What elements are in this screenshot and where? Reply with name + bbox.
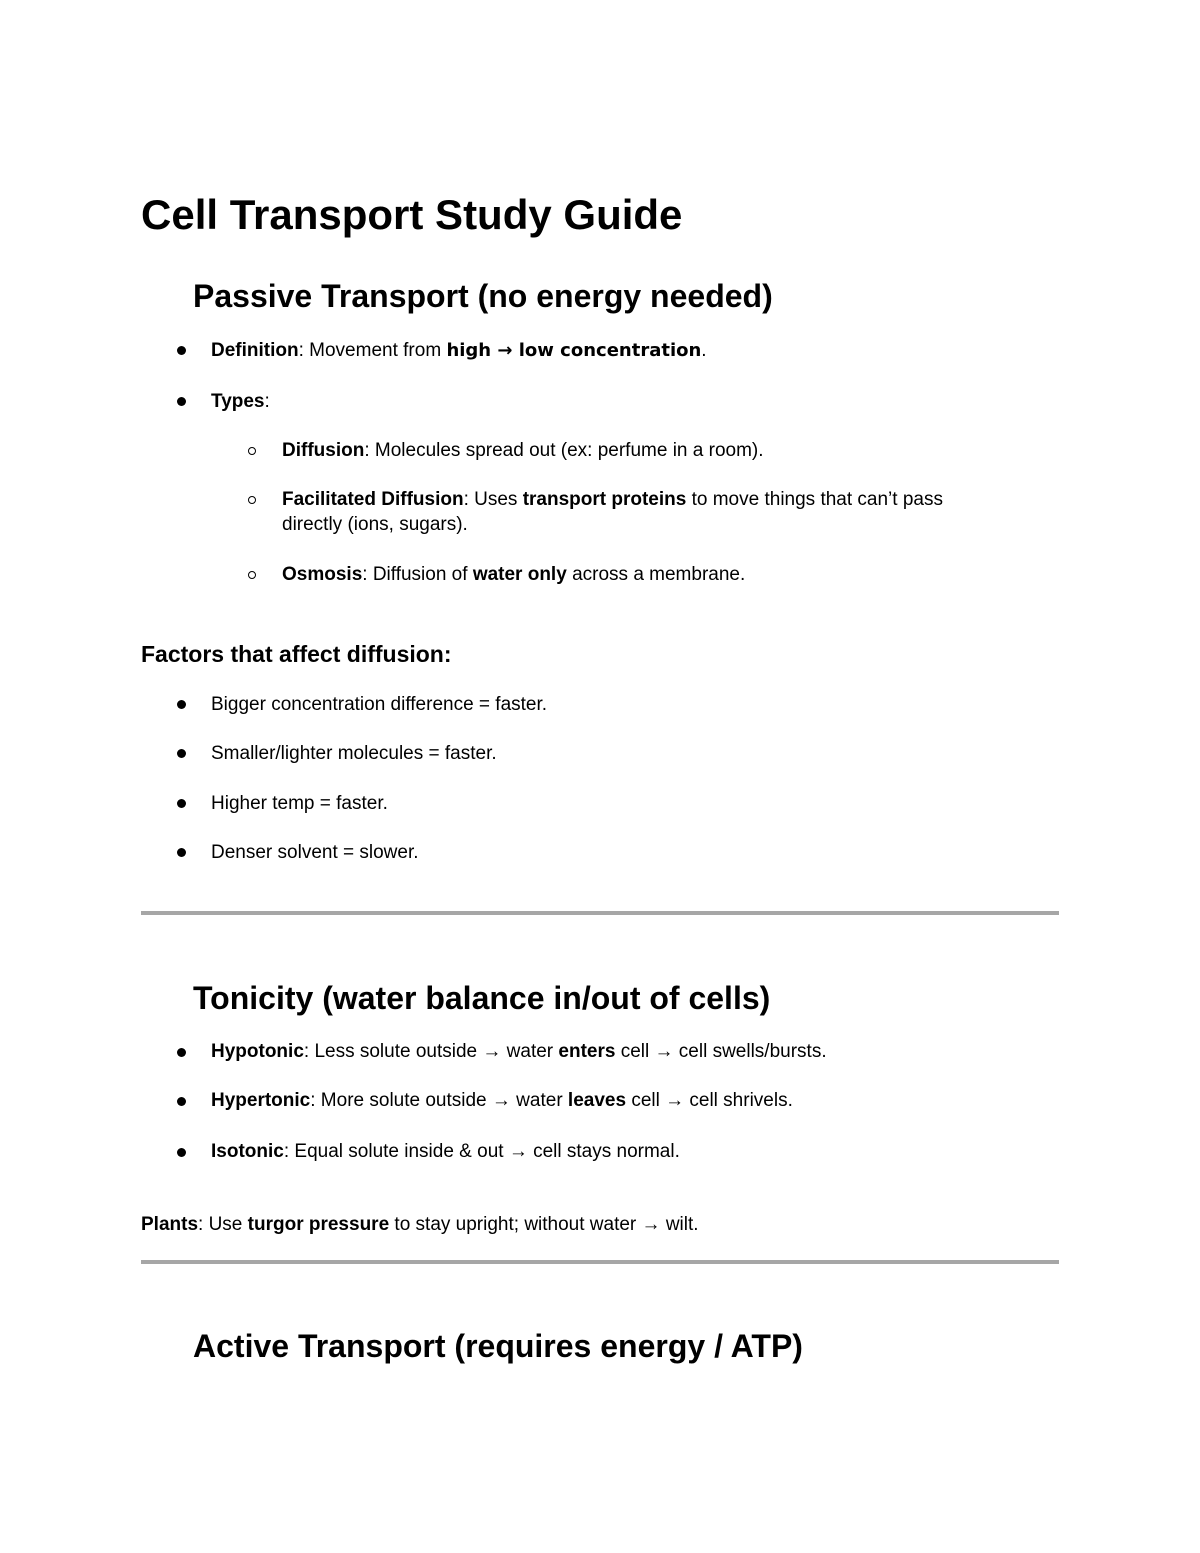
hollow-bullet-icon	[248, 571, 256, 579]
osmosis-item	[282, 562, 745, 587]
diffusion-item	[282, 438, 764, 463]
diffusion-text: : Molecules spread out (ex: perfume in a room).	[364, 440, 764, 461]
bullet-icon	[177, 848, 186, 857]
hypertonic-text-1: : More solute outside → water	[310, 1090, 568, 1111]
facilitated-diffusion-line-2: directly (ions, sugars).	[282, 514, 468, 535]
facilitated-text-1: : Uses	[463, 489, 523, 510]
osmosis-emph: water only	[472, 564, 567, 585]
factor-item: Denser solvent = slower.	[211, 842, 419, 863]
plants-text-1: : Use	[198, 1214, 248, 1235]
plants-label: Plants	[141, 1214, 199, 1235]
definition-item	[211, 338, 707, 363]
definition-end: .	[701, 340, 707, 361]
bullet-icon	[177, 346, 186, 355]
factor-item: Higher temp = faster.	[211, 793, 388, 814]
osmosis-label: Osmosis	[282, 564, 363, 585]
isotonic-item	[211, 1139, 680, 1164]
hollow-bullet-icon	[248, 447, 256, 455]
passive-transport-heading: Passive Transport (no energy needed)	[193, 278, 773, 314]
tonicity-heading: Tonicity (water balance in/out of cells)	[193, 980, 771, 1016]
facilitated-label: Facilitated Diffusion	[282, 489, 464, 510]
horizontal-divider	[141, 911, 1059, 915]
types-item	[211, 389, 270, 414]
facilitated-diffusion-item	[282, 487, 943, 512]
hypotonic-item	[211, 1039, 827, 1064]
hypertonic-item	[211, 1088, 793, 1113]
factor-item: Bigger concentration difference = faster.	[211, 694, 548, 715]
hollow-bullet-icon	[248, 496, 256, 504]
facilitated-text-2: to move things that can’t pass	[686, 489, 943, 510]
plants-text-2: to stay upright; without water → wilt.	[389, 1214, 699, 1235]
isotonic-text: : Equal solute inside & out → cell stays normal.	[283, 1141, 680, 1162]
facilitated-emph: transport proteins	[522, 489, 687, 510]
hypotonic-emph: enters	[558, 1041, 616, 1062]
hypertonic-label: Hypertonic	[211, 1090, 311, 1111]
bullet-icon	[177, 700, 186, 709]
bullet-icon	[177, 749, 186, 758]
isotonic-label: Isotonic	[211, 1141, 284, 1162]
bullet-icon	[177, 1048, 186, 1057]
osmosis-text-1: : Diffusion of	[362, 564, 473, 585]
active-transport-heading: Active Transport (requires energy / ATP)	[193, 1328, 803, 1364]
factors-heading: Factors that affect diffusion:	[141, 641, 452, 667]
page-title: Cell Transport Study Guide	[141, 191, 683, 238]
plants-note	[141, 1212, 699, 1237]
hypotonic-text-1: : Less solute outside → water	[303, 1041, 559, 1062]
osmosis-text-2: across a membrane.	[566, 564, 746, 585]
definition-label: Definition	[211, 340, 299, 361]
horizontal-divider	[141, 1260, 1059, 1264]
bullet-icon	[177, 1148, 186, 1157]
bullet-icon	[177, 799, 186, 808]
bullet-icon	[177, 397, 186, 406]
definition-text: : Movement from	[298, 340, 447, 361]
hypotonic-text-2: cell → cell swells/bursts.	[615, 1041, 827, 1062]
plants-emph: turgor pressure	[247, 1214, 390, 1235]
diffusion-label: Diffusion	[282, 440, 365, 461]
definition-emph: high → low concentration	[446, 340, 702, 361]
hypertonic-emph: leaves	[567, 1090, 627, 1111]
hypertonic-text-2: cell → cell shrivels.	[626, 1090, 793, 1111]
types-label: Types	[211, 391, 265, 412]
types-end: :	[264, 391, 270, 412]
hypotonic-label: Hypotonic	[211, 1041, 304, 1062]
bullet-icon	[177, 1097, 186, 1106]
factor-item: Smaller/lighter molecules = faster.	[211, 743, 497, 764]
